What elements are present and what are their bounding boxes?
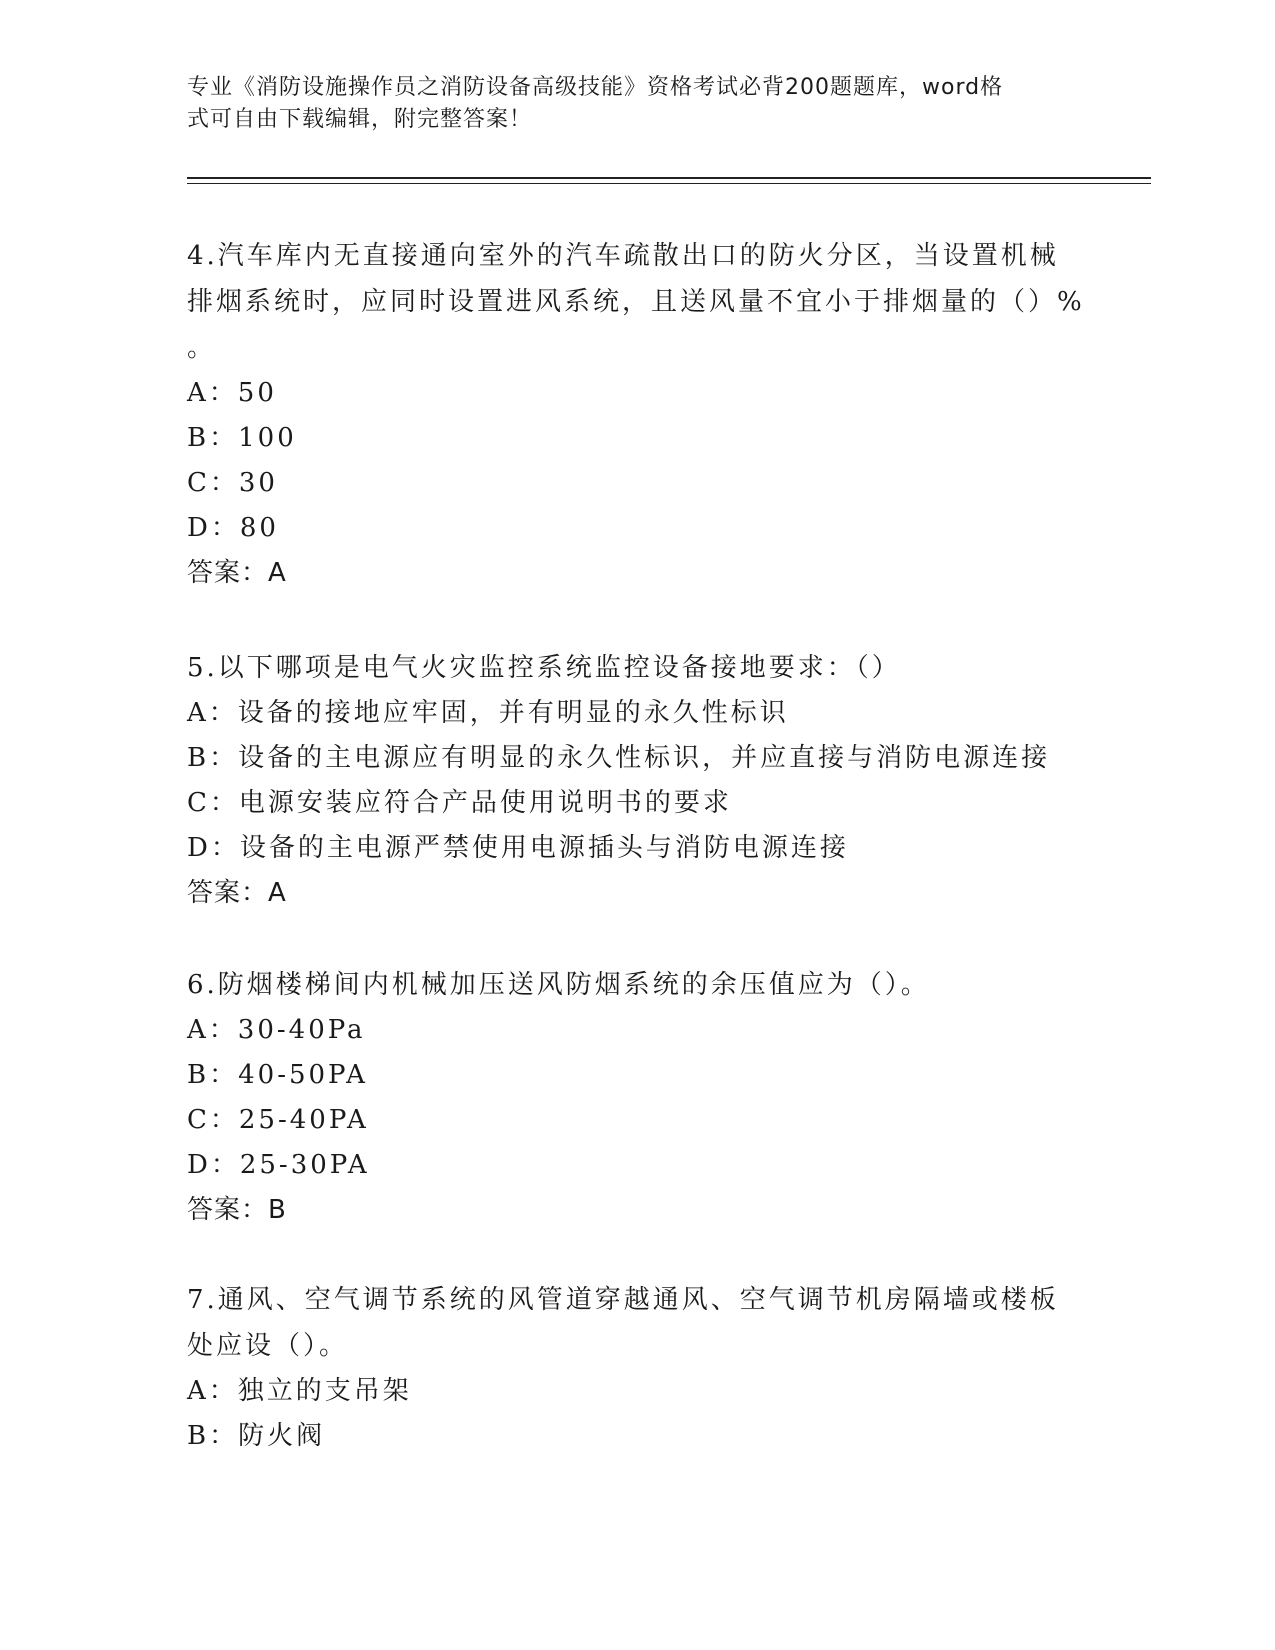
option-d: D：25-30PA — [187, 1150, 370, 1180]
option-c: C：30 — [187, 468, 278, 498]
option-b: B：设备的主电源应有明显的永久性标识，并应直接与消防电源连接 — [187, 743, 1051, 773]
question-stem-line: 5.以下哪项是电气火灾监控系统监控设备接地要求：（） — [187, 653, 901, 683]
question-4 — [187, 233, 1087, 596]
option-c: C：电源安装应符合产品使用说明书的要求 — [187, 788, 732, 818]
option-b: B：40-50PA — [187, 1060, 368, 1090]
answer: 答案：B — [187, 1195, 287, 1225]
question-6 — [187, 962, 1087, 1233]
option-a: A：50 — [187, 378, 277, 408]
question-stem-line: 7.通风、空气调节系统的风管道穿越通风、空气调节机房隔墙或楼板 — [187, 1285, 1059, 1315]
question-stem-line: 6.防烟楼梯间内机械加压送风防烟系统的余压值应为（）。 — [187, 970, 930, 1000]
header-line-1: 专业《消防设施操作员之消防设备高级技能》资格考试必背200题题库，word格 — [187, 75, 1004, 100]
option-a: A：独立的支吊架 — [187, 1376, 412, 1406]
header-divider-top — [187, 177, 1151, 179]
question-5 — [187, 645, 1087, 916]
option-b: B：防火阀 — [187, 1421, 326, 1451]
option-d: D：80 — [187, 513, 279, 543]
question-stem-line: 处应设（）。 — [187, 1331, 349, 1361]
header-line-2: 式可自由下载编辑，附完整答案！ — [187, 107, 533, 132]
question-7 — [187, 1277, 1087, 1459]
option-d: D：设备的主电源严禁使用电源插头与消防电源连接 — [187, 833, 849, 863]
answer: 答案：A — [187, 878, 287, 908]
answer: 答案：A — [187, 558, 287, 588]
option-c: C：25-40PA — [187, 1105, 369, 1135]
document-header — [187, 72, 1087, 136]
option-a: A：设备的接地应牢固，并有明显的永久性标识 — [187, 698, 789, 728]
option-a: A：30-40Pa — [187, 1015, 366, 1045]
option-b: B：100 — [187, 423, 297, 453]
question-stem-line: 。 — [187, 333, 217, 363]
question-stem-line: 4.汽车库内无直接通向室外的汽车疏散出口的防火分区，当设置机械 — [187, 241, 1059, 271]
header-divider-bottom — [187, 183, 1151, 184]
question-stem-line: 排烟系统时，应同时设置进风系统，且送风量不宜小于排烟量的（）% — [187, 287, 1085, 317]
